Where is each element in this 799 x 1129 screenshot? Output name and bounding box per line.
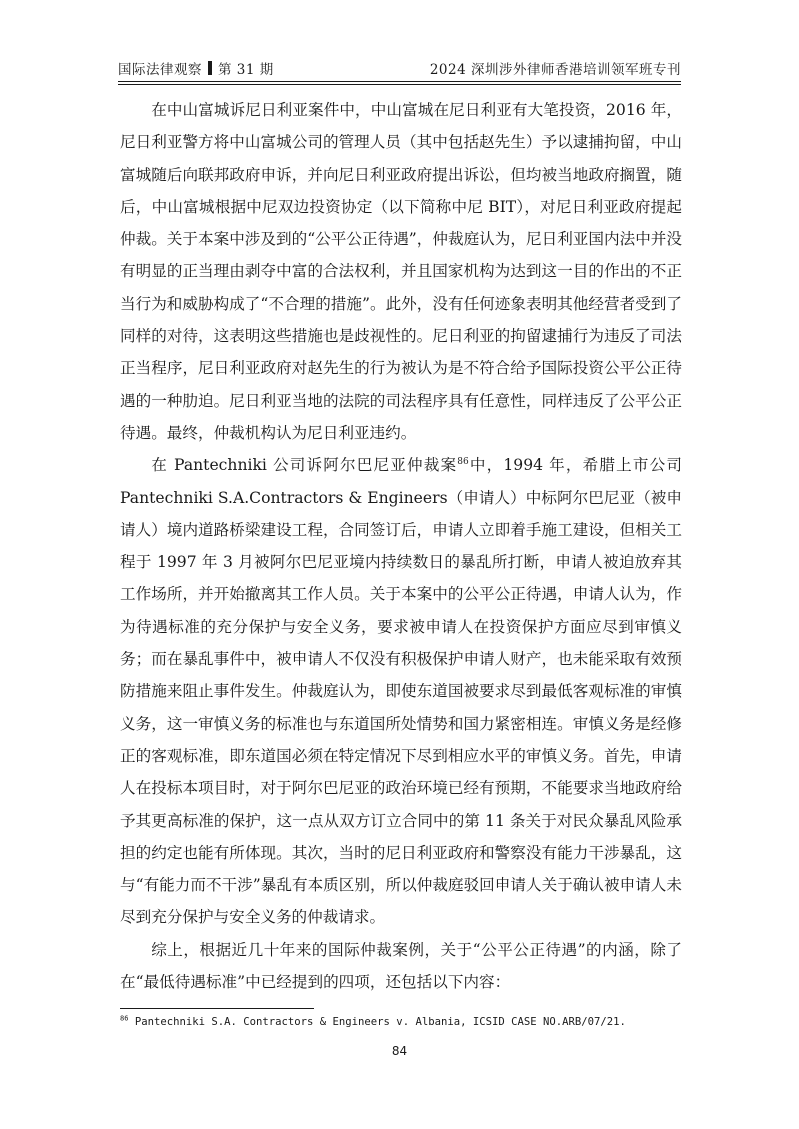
journal-name: 国际法律观察 <box>118 62 202 78</box>
header-separator-bar <box>208 61 212 75</box>
special-issue-title: 2024 深圳涉外律师香港培训领军班专刊 <box>429 62 681 78</box>
running-header <box>118 56 681 78</box>
paragraph-pantechniki-case <box>120 449 682 933</box>
header-rule-bottom <box>118 84 681 85</box>
footnote-number: 86 <box>120 1014 129 1023</box>
paragraph-zhongshan-case: 在中山富城诉尼日利亚案件中，中山富城在尼日利亚有大笔投资，2016 年，尼日利亚警方将中山富城公司的管理人员（其中包括赵先生）予以逮捕拘留，中山富城随后向联邦政府申诉，并向尼日利亚政府提出诉讼，但均被当地政府搁置，随后，中山富城根据中尼双边投资协定（以下简称中尼 BIT），对尼日利亚政府提起仲裁。关于本案中涉及到的“公平公正待遇”，仲裁庭认为，尼日利亚国内法中并没有明显的正当理由剥夺中富的合法权利，并且国家机构为达到这一目的作出的不正当行为和威胁构成了“不合理的措施”。此外，没有任何迹象表明其他经营者受到了同样的对待，这表明这些措施也是歧视性的。尼日利亚的拘留逮捕行为违反了司法正当程序，尼日利亚政府对赵先生的行为被认为是不符合给予国际投资公平公正待遇的一种肋迫。尼日利亚当地的法院的司法程序具有任意性，同样违反了公平公正待遇。最终，仲裁机构认为尼日利亚违约。 <box>120 101 682 442</box>
header-rule-top <box>118 81 681 82</box>
paragraph-text: 在 Pantechniki 公司诉阿尔巴尼亚仲裁案 <box>151 456 458 475</box>
footnote-ref[interactable]: 86 <box>457 457 469 468</box>
footnote-text: Pantechniki S.A. Contractors & Engineers v. Albania, ICSID CASE NO.ARB/07/21. <box>128 1016 626 1028</box>
article-body <box>120 94 682 998</box>
header-left <box>118 58 274 78</box>
footnote <box>120 1016 690 1028</box>
paragraph-summary: 综上，根据近几十年来的国际仲裁案例，关于“公平公正待遇”的内涵，除了在“最低待遇标准”中已经提到的四项，还包括以下内容： <box>120 940 682 992</box>
page-number: 84 <box>391 1044 408 1058</box>
paragraph-text: 中，1994 年，希腊上市公司 Pantechniki S.A.Contractors & Engineers（申请人）中标阿尔巴尼亚（被申请人）境内道路桥梁建设工程，合同签订后，申请人立即着手施工建设，但相关工程于 1997 年 3 月被阿尔巴尼亚境内持续数日的暴乱所打断，申请人被迫放弃其工作场所，并开始撤离其工作人员。关于本案中的公平公正待遇，申请人认为，作为待遇标准的充分保护与安全义务，要求被申请人在投资保护方面应尽到审慎义务；而在暴乱事件中，被申请人不仅没有积极保护申请人财产，也未能采取有效预防措施来阻止事件发生。仲裁庭认为，即使东道国被要求尽到最低客观标准的审慎义务，这一审慎义务的标准也与东道国所处情势和国力紧密相连。审慎义务是经修正的客观标准，即东道国必须在特定情况下尽到相应水平的审慎义务。首先，申请人在投标本项目时，对于阿尔巴尼亚的政治环境已经有预期，不能要求当地政府给予其更高标准的保护，这一点从双方订立合同中的第 11 条关于对民众暴乱风险承担的约定也能有所体现。其次，当时的尼日利亚政府和警察没有能力干涉暴乱，这与“有能力而不干涉”暴乱有本质区别，所以仲裁庭驳回申请人关于确认被申请人未尽到充分保护与安全义务的仲裁请求。 <box>120 456 682 927</box>
footnote-rule <box>120 1008 314 1009</box>
issue-number: 第 31 期 <box>218 62 274 78</box>
